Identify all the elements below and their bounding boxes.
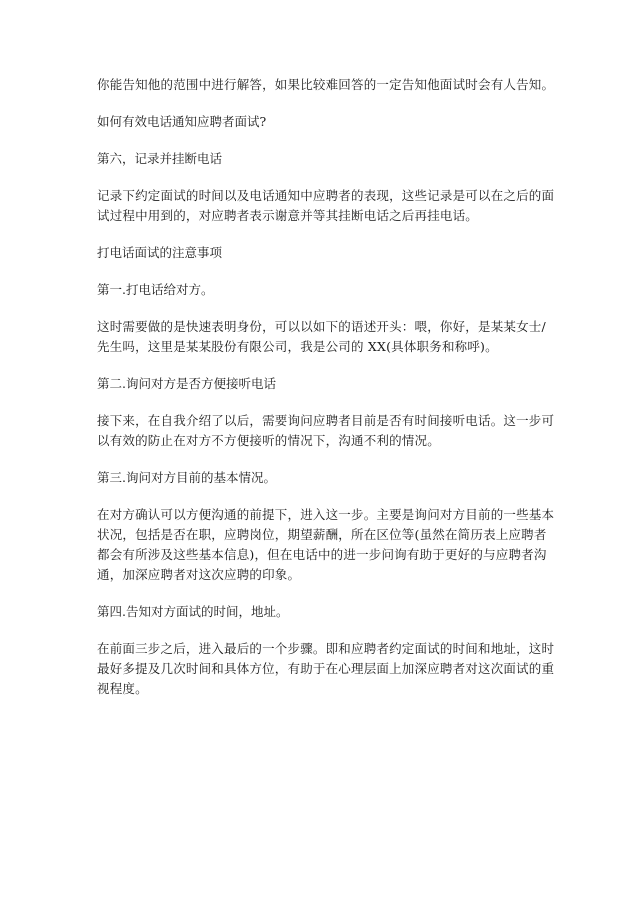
heading-step-four: 第四.告知对方面试的时间，地址。: [97, 604, 289, 619]
paragraph-intro: 你能告知他的范围中进行解答，如果比较难回答的一定告知他面试时会有人告知。: [97, 77, 555, 92]
paragraph-step-three: 在对方确认可以方便沟通的前提下，进入这一步。主要是询问对方目前的一些基本状况，包括是否在职，应聘岗位，期望薪酬，所在区位等(虽然在简历表上应聘者都会有所涉及这些基本信息)，但在电话中的进一步问询有助于更好的与应聘者沟通，加深应聘者对这次应聘的印象。: [97, 507, 555, 582]
heading-how-to-notify: 如何有效电话通知应聘者面试?: [97, 114, 267, 129]
paragraph-step-one: 这时需要做的是快速表明身份，可以以如下的语述开头：喂，你好，是某某女士/先生吗，这里是某某股份有限公司，我是公司的 XX(具体职务和称呼)。: [97, 319, 546, 354]
paragraph-step-four: 在前面三步之后，进入最后的一个步骤。即和应聘者约定面试的时间和地址，这时最好多提及几次时间和具体方位，有助于在心理层面上加深应聘者对这次面试的重视程度。: [97, 641, 555, 696]
heading-step-two: 第二.询问对方是否方便接听电话: [97, 376, 276, 391]
heading-phone-interview-notes: 打电话面试的注意事项: [97, 245, 223, 260]
heading-step-three: 第三.询问对方目前的基本情况。: [97, 470, 276, 485]
document-page: [97, 75, 557, 699]
heading-step-six: 第六，记录并挂断电话: [97, 151, 223, 166]
paragraph-step-six: 记录下约定面试的时间以及电话通知中应聘者的表现，这些记录是可以在之后的面试过程中用到的，对应聘者表示谢意并等其挂断电话之后再挂电话。: [97, 188, 555, 223]
heading-step-one: 第一.打电话给对方。: [97, 282, 214, 297]
paragraph-step-two: 接下来，在自我介绍了以后，需要询问应聘者目前是否有时间接听电话。这一步可以有效的防止在对方不方便接听的情况下，沟通不利的情况。: [97, 413, 555, 448]
